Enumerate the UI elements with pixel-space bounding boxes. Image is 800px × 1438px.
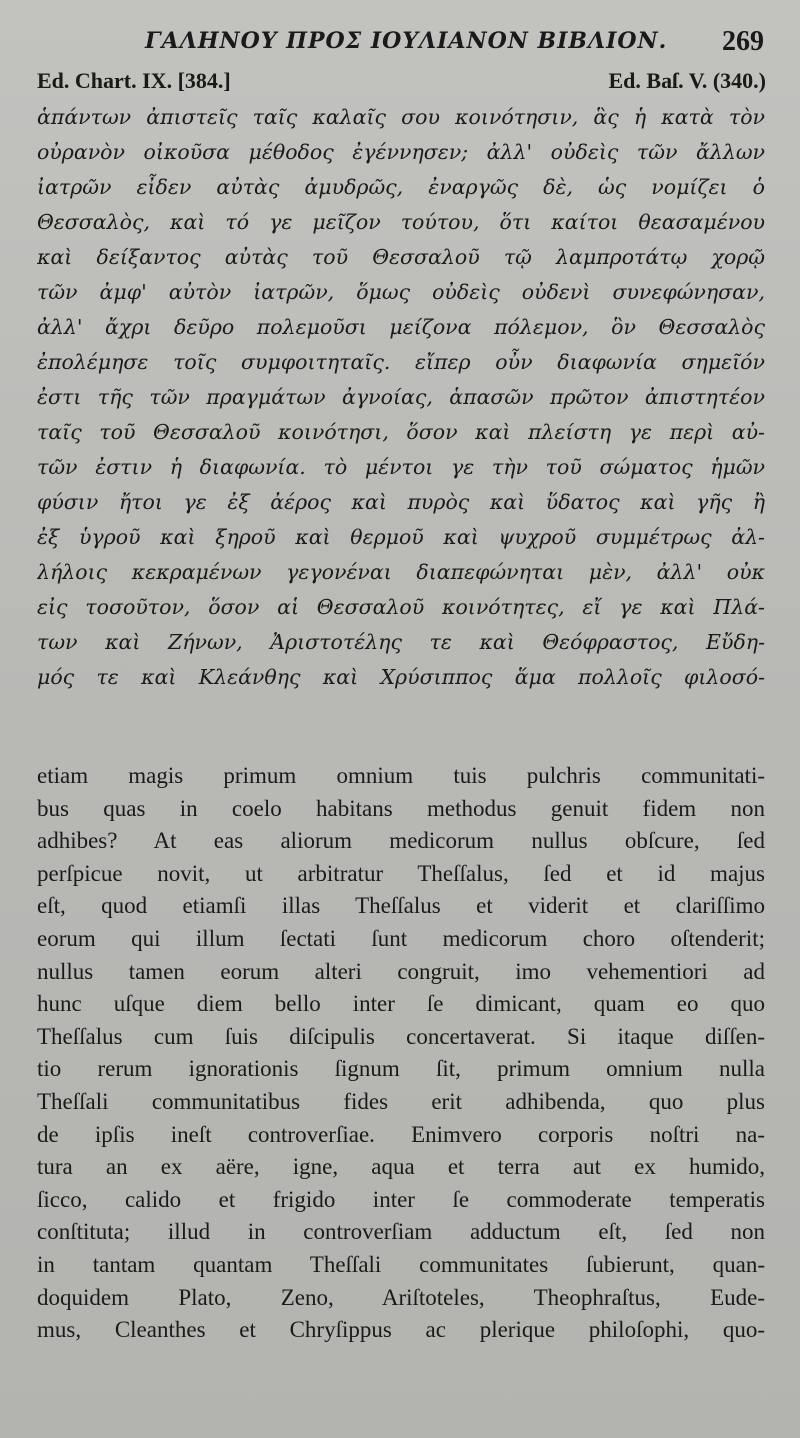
greek-line: ταῖς τοῦ Θεσσαλοῦ κοινότησι, ὅσον καὶ πλείστη γε περὶ αὐ- (37, 420, 765, 444)
edition-reference-basel: Ed. Baſ. V. (340.) (608, 68, 766, 93)
greek-text-block (37, 100, 765, 695)
greek-line: καὶ δείξαντος αὐτὰς τοῦ Θεσσαλοῦ τῷ λαμπροτάτῳ χορῷ (37, 245, 765, 269)
latin-line: perſpicue novit, ut arbitratur Theſſalus, ſed et id majus (37, 860, 765, 886)
greek-line: ἁπάντων ἀπιστεῖς ταῖς καλαῖς σου κοινότησιν, ἃς ἡ κατὰ τὸν (37, 105, 765, 129)
latin-line: nullus tamen eorum alteri congruit, imo vehementiori ad (37, 958, 765, 984)
greek-line: μός τε καὶ Κλεάνθης καὶ Χρύσιππος ἅμα πολλοῖς φιλοσό- (37, 665, 765, 689)
latin-line: ſicco, calido et frigido inter ſe commoderate temperatis (37, 1186, 765, 1212)
greek-line: φύσιν ἤτοι γε ἐξ ἀέρος καὶ πυρὸς καὶ ὕδατος καὶ γῆς ἢ (37, 490, 765, 514)
greek-line: ἰατρῶν εἶδεν αὐτὰς ἀμυδρῶς, ἐναργῶς δὲ, ὡς νομίζει ὁ (37, 175, 765, 199)
latin-line: eſt, quod etiamſi illas Theſſalus et viderit et clariſſimo (37, 893, 765, 919)
greek-line: εἰς τοσοῦτον, ὅσον αἱ Θεσσαλοῦ κοινότητες, εἴ γε καὶ Πλά- (37, 595, 765, 619)
greek-line: λήλοις κεκραμένων γεγονέναι διαπεφώνηται μὲν, ἀλλ' οὐκ (37, 560, 765, 584)
greek-line: ἐπολέμησε τοῖς συμφοιτηταῖς. εἴπερ οὖν διαφωνία σημεῖόν (37, 350, 765, 374)
latin-line: bus quas in coelo habitans methodus genuit fidem non (37, 795, 765, 821)
greek-line: ἀλλ' ἄχρι δεῦρο πολεμοῦσι μείζονα πόλεμον, ὃν Θεσσαλὸς (37, 315, 765, 339)
latin-line: mus, Cleanthes et Chryſippus ac plerique philoſophi, quo- (37, 1317, 765, 1343)
greek-line: τῶν ἀμφ' αὐτὸν ἰατρῶν, ὅμως οὐδεὶς οὐδενὶ συνεφώνησαν, (37, 280, 765, 304)
latin-line: Theſſalus cum ſuis diſcipulis concertaverat. Si itaque diſſen- (37, 1023, 765, 1049)
latin-line: etiam magis primum omnium tuis pulchris communitati- (37, 763, 765, 788)
running-head: ΓΑΛΗΝΟΥ ΠΡΟΣ ΙΟΥΛΙΑΝΟΝ ΒΙΒΛΙΟΝ. (145, 28, 668, 54)
latin-line: adhibes? At eas aliorum medicorum nullus obſcure, ſed (37, 828, 765, 854)
greek-line: οὐρανὸν οἰκοῦσα μέθοδος ἐγέννησεν; ἀλλ' οὐδεὶς τῶν ἄλλων (37, 140, 765, 164)
latin-text-block (37, 760, 765, 1347)
greek-line: τῶν ἐστιν ἡ διαφωνία. τὸ μέντοι γε τὴν τοῦ σώματος ἡμῶν (37, 455, 765, 479)
page-number: 269 (722, 26, 764, 57)
latin-line: tura an ex aëre, igne, aqua et terra aut ex humido, (37, 1154, 765, 1180)
latin-line: de ipſis ineſt controverſiae. Enimvero corporis noſtri na- (37, 1121, 765, 1147)
greek-line: ἐξ ὑγροῦ καὶ ξηροῦ καὶ θερμοῦ καὶ ψυχροῦ συμμέτρως ἀλ- (37, 525, 765, 549)
edition-reference-chartier: Ed. Chart. IX. [384.] (37, 68, 231, 93)
greek-line: Θεσσαλὸς, καὶ τό γε μεῖζον τούτου, ὅτι καίτοι θεασαμένου (37, 210, 765, 234)
latin-line: in tantam quantam Theſſali communitates ſubierunt, quan- (37, 1251, 765, 1277)
latin-line: doquidem Plato, Zeno, Ariſtoteles, Theophraſtus, Eude- (37, 1284, 765, 1310)
latin-line: Theſſali communitatibus fides erit adhibenda, quo plus (37, 1088, 765, 1114)
latin-line: conſtituta; illud in controverſiam adductum eſt, ſed non (37, 1219, 765, 1245)
greek-line: ἐστι τῆς τῶν πραγμάτων ἀγνοίας, ἁπασῶν πρῶτον ἀπιστητέον (37, 385, 765, 409)
greek-line: των καὶ Ζήνων, Ἀριστοτέλης τε καὶ Θεόφραστος, Εὔδη- (37, 630, 765, 654)
latin-line: hunc uſque diem bello inter ſe dimicant, quam eo quo (37, 991, 765, 1017)
latin-line: tio rerum ignorationis ſignum ſit, primum omnium nulla (37, 1056, 765, 1082)
latin-line: eorum qui illum ſectati ſunt medicorum choro oſtenderit; (37, 925, 765, 951)
